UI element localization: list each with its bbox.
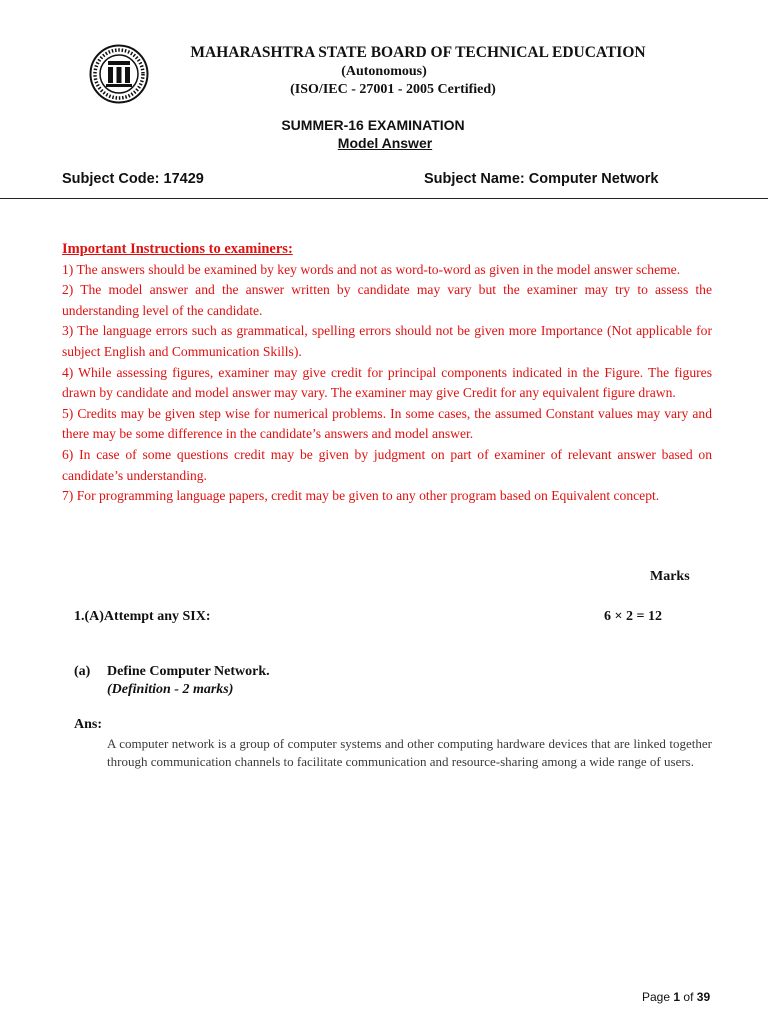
page-word: Page xyxy=(642,990,671,1004)
instruction-item: 2) The model answer and the answer written by candidate may vary but the examiner may try to assess the understanding level of the candidate. xyxy=(62,282,712,318)
instruction-item: 6) In case of some questions credit may be given by judgment on part of examiner of relevant answer based on candidate’s understanding. xyxy=(62,446,712,483)
subquestion-marks: (Definition - 2 marks) xyxy=(107,682,234,697)
instruction-item: 3) The language errors such as grammatical, spelling errors should not be given more Importance (Not applicable for subject English and Communication Skills). xyxy=(62,323,712,359)
of-word: of xyxy=(683,990,694,1004)
header-divider xyxy=(0,198,768,199)
question-title: 1.(A)Attempt any SIX: xyxy=(74,609,211,624)
subquestion-label: (a) xyxy=(74,664,91,679)
subject-code: Subject Code: 17429 xyxy=(62,171,204,187)
instruction-item: 4) While assessing figures, examiner may give credit for principal components indicated in the Figure. The figures drawn by candidate and model answer may vary. The examiner may give Credit for any equivalent figure drawn. xyxy=(62,364,712,401)
instruction-item: 5) Credits may be given step wise for numerical problems. In some cases, the assumed Constant values may vary and there may be some difference in the candidate’s answers and model answer. xyxy=(62,405,712,442)
question-marks: 6 × 2 = 12 xyxy=(604,609,662,624)
instruction-item: 1) The answers should be examined by key words and not as word-to-word as given in the model answer scheme. xyxy=(62,261,681,277)
document-type: Model Answer xyxy=(337,135,433,151)
board-title: MAHARASHTRA STATE BOARD OF TECHNICAL EDUCATION xyxy=(190,44,646,61)
answer-label: Ans: xyxy=(74,717,103,732)
instructions-title: Important Instructions to examiners: xyxy=(62,241,293,257)
marks-column-label: Marks xyxy=(650,569,690,584)
exam-name: SUMMER-16 EXAMINATION xyxy=(281,117,465,133)
board-subtitle: (Autonomous) xyxy=(341,64,427,79)
instruction-item: 7) For programming language papers, credit may be given to any other program based on Equivalent concept. xyxy=(62,488,660,504)
subject-name: Subject Name: Computer Network xyxy=(424,171,659,187)
page-total: 39 xyxy=(696,990,711,1004)
page-number: 1 xyxy=(673,990,681,1004)
page-footer xyxy=(642,990,710,1004)
answer-text: A computer network is a group of computer systems and other computing hardware devices that are linked together through communication channels to facilitate communication and resource-sharing among a wide range of users. xyxy=(107,736,712,769)
instructions-block xyxy=(62,239,712,507)
board-certification: (ISO/IEC - 27001 - 2005 Certified) xyxy=(290,82,496,97)
subquestion-text: Define Computer Network. xyxy=(107,664,270,679)
